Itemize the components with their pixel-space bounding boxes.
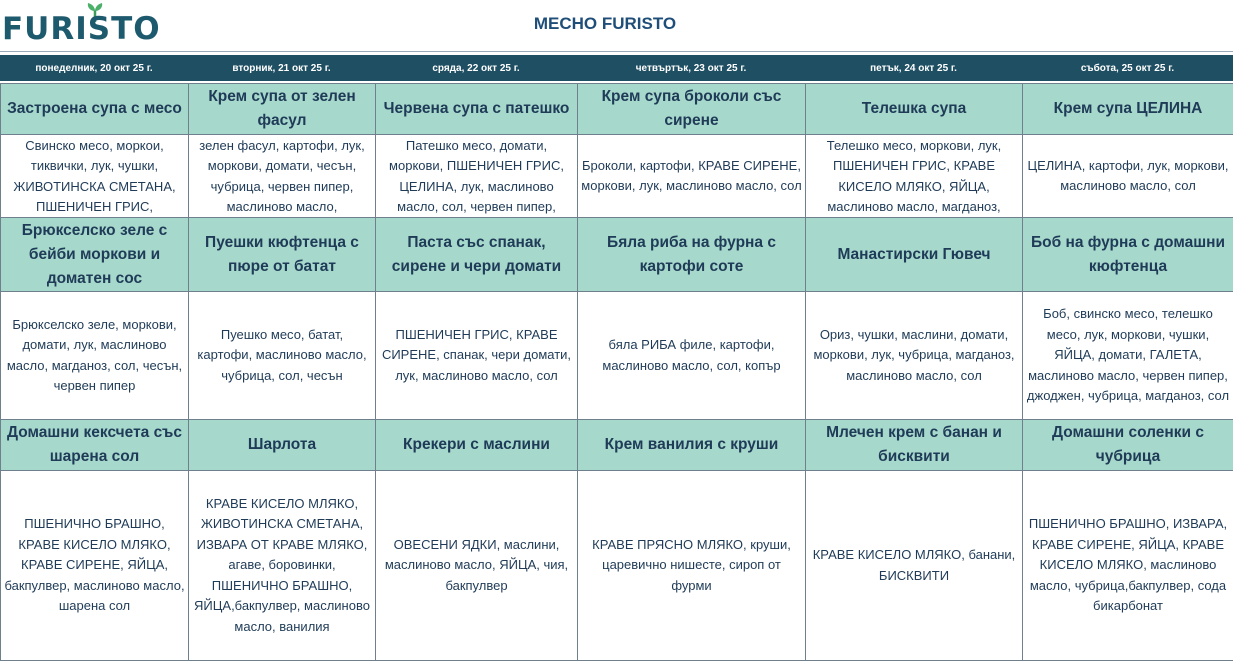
dish-name-cell: [578, 84, 806, 135]
dish-name-cell: [1023, 420, 1233, 471]
ingredients-cell: [1, 471, 189, 661]
dish-name: Боб на фурна с домашни кюфтенца: [1030, 233, 1226, 275]
ingredients-cell: [189, 471, 376, 661]
dish-name: Манастирски Гювеч: [837, 245, 991, 263]
dish-name-cell: [806, 218, 1023, 292]
dish-name-cell: [189, 84, 376, 135]
ingredients-row-mains: [1, 292, 1233, 420]
dish-name-cell: [376, 218, 578, 292]
ingredients-text: КРАВЕ КИСЕЛО МЛЯКО, банани, БИСКВИТИ: [812, 547, 1016, 583]
ingredients-cell: [1023, 471, 1233, 661]
ingredients-cell: [578, 135, 806, 218]
ingredients-row-snacks: [1, 471, 1233, 661]
dish-name-cell: [1, 420, 189, 471]
dish-name: Крем супа от зелен фасул: [208, 88, 356, 129]
dish-name: Шарлота: [247, 436, 317, 453]
dish-row-mains: [1, 218, 1233, 292]
dish-name-cell: [189, 420, 376, 471]
dish-name: Крем супа броколи със сирене: [601, 88, 782, 129]
ingredients-cell: [1023, 135, 1233, 218]
ingredients-cell: [806, 471, 1023, 661]
ingredients-cell: [806, 292, 1023, 420]
dish-name-cell: [1, 84, 189, 135]
logo-text: FURISTO: [2, 11, 161, 47]
dish-name: Червена супа с патешко: [383, 100, 570, 117]
ingredients-text: Броколи, картофи, КРАВЕ СИРЕНЕ, моркови, лук, маслиново масло, сол: [581, 157, 802, 193]
dish-name-cell: [189, 218, 376, 292]
ingredients-cell: [376, 292, 578, 420]
dish-name: Домашни кексчета със шарена сол: [7, 424, 182, 465]
dish-name: Пуешки кюфтенца с пюре от батат: [205, 233, 359, 275]
ingredients-text: Телешко месо, моркови, лук, ПШЕНИЧЕН ГРИС, КРАВЕ КИСЕЛО МЛЯКО, ЯЙЦА, маслиново масло, магданоз,: [826, 137, 1002, 214]
ingredients-row-soups: [1, 135, 1233, 218]
ingredients-cell: [1, 292, 189, 420]
ingredients-text: КРАВЕ КИСЕЛО МЛЯКО, ЖИВОТИНСКА СМЕТАНА, ИЗВАРА ОТ КРАВЕ МЛЯКО, агаве, боровинки, ПШЕНИЧНО БРАШНО, ЯЙЦА,бакпулвер, маслиново масло, ванилия: [194, 495, 370, 634]
divider: [0, 51, 1233, 52]
dish-name-cell: [376, 420, 578, 471]
ingredients-text: ПШЕНИЧНО БРАШНО, ИЗВАРА, КРАВЕ СИРЕНЕ, ЯЙЦА, КРАВЕ КИСЕЛО МЛЯКО, маслиново масло, чубрица,бакпулвер, сода бикарбонат: [1028, 516, 1228, 614]
dish-name-cell: [376, 84, 578, 135]
day-header-tuesday: вторник, 21 окт 25 г.: [232, 62, 331, 74]
ingredients-text: зелен фасул, картофи, лук, моркови, домати, чесън, чубрица, червен пипер, маслиново масло,: [199, 137, 365, 214]
dish-name-cell: [806, 84, 1023, 135]
ingredients-cell: [376, 135, 578, 218]
ingredients-cell: [376, 471, 578, 661]
day-header-friday: петък, 24 окт 25 г.: [870, 62, 957, 74]
ingredients-text: ЦЕЛИНА, картофи, лук, моркови, маслиново масло, сол: [1027, 157, 1229, 193]
dish-name-cell: [806, 420, 1023, 471]
day-header-saturday: събота, 25 окт 25 г.: [1080, 62, 1175, 74]
dish-row-soups: [1, 84, 1233, 135]
day-header-bar: [0, 55, 1233, 81]
ingredients-text: Боб, свинско месо, телешко месо, лук, моркови, чушки, ЯЙЦА, домати, ГАЛЕТА, маслиново масло, червен пипер, джоджен, чубрица, магданоз, сол: [1026, 306, 1230, 404]
ingredients-cell: [1023, 292, 1233, 420]
dish-row-snacks: [1, 420, 1233, 471]
day-header-thursday: четвъртък, 23 окт 25 г.: [635, 62, 747, 74]
day-header-monday: понеделник, 20 окт 25 г.: [35, 62, 153, 74]
dish-name: Крем ванилия с круши: [604, 436, 779, 453]
dish-name: Застроена супа с месо: [7, 100, 182, 117]
menu-table: [0, 83, 1233, 661]
dish-name-cell: [578, 420, 806, 471]
dish-name-cell: [578, 218, 806, 292]
ingredients-text: Брюкселско зеле, моркови, домати, лук, маслиново масло, магданоз, сол, чесън, червен пипер: [6, 316, 183, 393]
dish-name-cell: [1023, 218, 1233, 292]
dish-name: Паста със спанак, сирене и чери домати: [391, 233, 562, 275]
dish-name: Крекери с маслини: [403, 436, 550, 453]
ingredients-text: ПШЕНИЧЕН ГРИС, КРАВЕ СИРЕНЕ, спанак, чери домати, лук, маслиново масло, сол: [381, 326, 572, 383]
dish-name-cell: [1023, 84, 1233, 135]
ingredients-text: Пуешко месо, батат, картофи, маслиново масло, чубрица, сол, чесън: [197, 326, 367, 383]
ingredients-cell: [806, 135, 1023, 218]
ingredients-text: ПШЕНИЧНО БРАШНО, КРАВЕ КИСЕЛО МЛЯКО, КРАВЕ СИРЕНЕ, ЯЙЦА, бакпулвер, маслиново масло, шарена сол: [4, 516, 185, 614]
day-header-wednesday: сряда, 22 окт 25 г.: [432, 62, 520, 74]
dish-name: Телешка супа: [861, 100, 967, 117]
dish-name: Бяла риба на фурна с картофи соте: [607, 233, 776, 275]
ingredients-text: Патешко месо, домати, моркови, ПШЕНИЧЕН ГРИС, ЦЕЛИНА, лук, маслиново масло, сол, червен пипер,: [389, 137, 564, 214]
ingredients-cell: [189, 135, 376, 218]
page-title: МЕСНО FURISTO: [533, 14, 677, 33]
ingredients-text: КРАВЕ ПРЯСНО МЛЯКО, круши, царевично нишесте, сироп от фурми: [592, 536, 791, 593]
ingredients-text: Ориз, чушки, маслини, домати, моркови, лук, чубрица, магданоз, маслиново масло, сол: [813, 326, 1015, 383]
dish-name: Млечен крем с банан и бисквити: [826, 424, 1002, 465]
ingredients-cell: [1, 135, 189, 218]
dish-name: Крем супа ЦЕЛИНА: [1053, 100, 1203, 117]
ingredients-cell: [189, 292, 376, 420]
ingredients-text: ОВЕСЕНИ ЯДКИ, маслини, маслиново масло, ЯЙЦА, чия, бакпулвер: [384, 536, 569, 593]
ingredients-cell: [578, 292, 806, 420]
ingredients-cell: [578, 471, 806, 661]
dish-name: Домашни соленки с чубрица: [1051, 424, 1205, 465]
ingredients-text: Свинско месо, моркои, тиквички, лук, чушки, ЖИВОТИНСКА СМЕТАНА, ПШЕНИЧЕН ГРИС,: [13, 137, 176, 214]
ingredients-text: бяла РИБА филе, картофи, маслиново масло, сол, копър: [602, 337, 781, 373]
dish-name-cell: [1, 218, 189, 292]
dish-name: Брюкселско зеле с бейби моркови и доматен сос: [21, 221, 168, 287]
